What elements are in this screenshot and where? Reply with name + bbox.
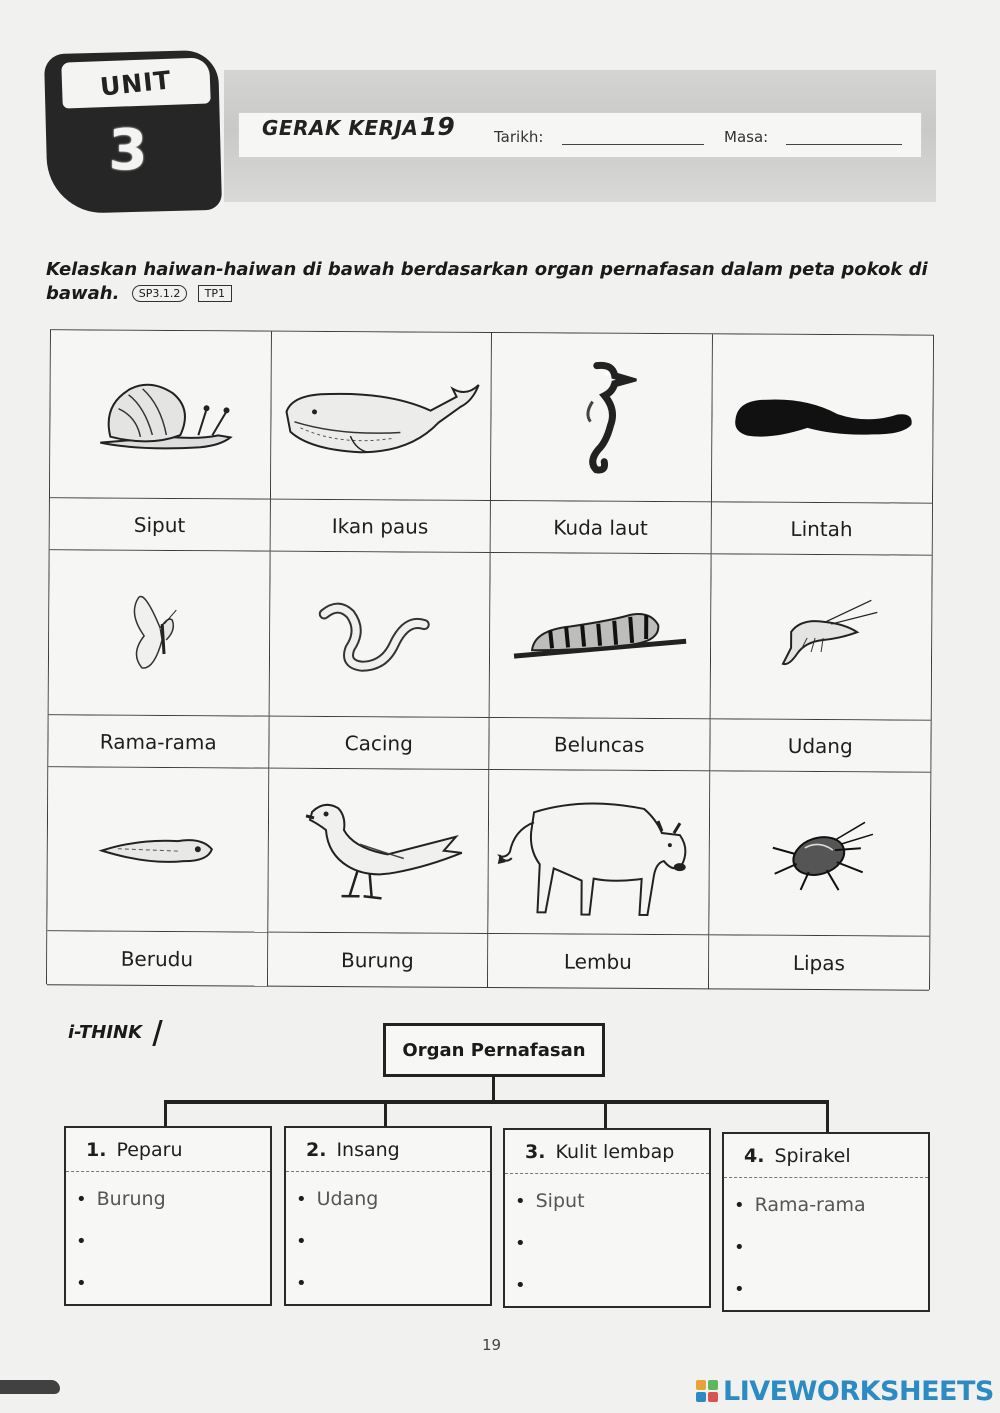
category-box-kulit-lembap [503,1128,711,1308]
animal-name: Siput [50,498,271,551]
category-header [286,1128,490,1172]
answer-slot[interactable]: • Rama-rama [734,1194,866,1216]
answer-slot[interactable]: • [76,1230,87,1252]
sp-tag: SP3.1.2 [132,285,188,302]
tree-connector [164,1100,167,1128]
time-label: Masa: [724,128,769,146]
ithink-divider [152,1020,162,1046]
answer-slot[interactable]: • [296,1272,307,1294]
unit-tab [61,57,211,108]
tree-root: Organ Pernafasan [383,1023,605,1077]
category-number: 4. [744,1144,765,1167]
ithink-label: i-THINK [68,1022,143,1043]
caterpillar-icon [510,600,690,671]
answer-slot[interactable]: • [515,1274,526,1296]
liveworksheets-icon [696,1380,718,1402]
animal-table [46,329,934,989]
animal-name: Cacing [269,717,490,770]
animal-name: Rama-rama [48,715,269,768]
answer-slot[interactable]: • Burung [76,1188,166,1210]
brand-name: LIVEWORKSHEETS [723,1375,994,1407]
cow-icon [493,782,704,923]
whale-icon [280,365,481,466]
answer-slot[interactable]: • [734,1236,745,1258]
category-header [724,1134,928,1178]
answer-slot[interactable]: • Udang [296,1188,379,1210]
tp-tag: TP1 [198,285,232,302]
animal-image-cell [488,770,709,935]
answer-text: Burung [96,1188,166,1210]
answer-text: Siput [535,1190,585,1212]
animal-image-cell [490,553,712,719]
activity-number: 19 [420,112,455,141]
animal-image-cell [491,333,713,502]
leech-icon [727,383,917,454]
animal-image-cell [709,771,930,936]
instruction [46,258,946,306]
answer-text: Rama-rama [754,1194,866,1216]
liveworksheets-logo[interactable] [696,1374,994,1408]
tree-connector [826,1100,829,1134]
category-title: Spirakel [774,1144,851,1167]
answer-slot[interactable]: • [76,1272,87,1294]
seahorse-icon [566,357,637,477]
animal-image-cell [47,767,268,932]
animal-name: Beluncas [489,718,710,771]
cockroach-icon [764,813,874,894]
animal-image-cell [710,554,932,720]
bird-icon [288,795,469,906]
animal-image-cell [269,552,491,718]
animal-image-cell [270,332,492,501]
category-number: 3. [525,1140,546,1163]
animal-name: Lintah [711,502,932,555]
tree-connector [164,1100,828,1104]
category-header [505,1130,709,1174]
animal-name: Lembu [488,934,709,989]
animal-name: Udang [710,719,931,772]
category-box-spirakel [722,1132,930,1312]
animal-name: Ikan paus [270,500,491,553]
unit-number: 3 [108,117,148,183]
instruction-text: Kelaskan haiwan-haiwan di bawah berdasarkan organ pernafasan dalam peta pokok di bawah. [46,259,928,304]
activity-label: GERAK KERJA [262,116,419,140]
category-box-insang [284,1126,492,1306]
category-title: Kulit lembap [555,1140,675,1163]
animal-image-cell [711,334,933,503]
date-label: Tarikh: [494,128,544,146]
animal-name: Lipas [708,935,929,990]
time-field[interactable] [786,144,902,145]
worm-icon [314,594,444,675]
animal-name: Burung [267,933,488,988]
date-field[interactable] [562,144,704,145]
category-number: 2. [306,1138,327,1161]
category-number: 1. [86,1138,107,1161]
scan-mark [0,1380,60,1394]
category-title: Peparu [116,1138,183,1161]
animal-name: Berudu [47,931,268,986]
animal-image-cell [268,769,489,934]
category-title: Insang [336,1138,400,1161]
snail-icon [80,364,241,465]
butterfly-icon [124,588,195,678]
animal-name: Kuda laut [491,501,712,554]
answer-slot[interactable]: • Siput [515,1190,585,1212]
animal-image-cell [49,550,271,716]
page-number: 19 [482,1336,502,1354]
unit-label: UNIT [98,64,174,102]
answer-slot[interactable]: • [296,1230,307,1252]
category-header [66,1128,270,1172]
answer-text: Udang [316,1188,379,1210]
animal-image-cell [50,330,272,499]
tree-connector [492,1077,495,1101]
answer-slot[interactable]: • [515,1232,526,1254]
answer-slot[interactable]: • [734,1278,745,1300]
tree-connector [604,1100,607,1130]
shrimp-icon [761,592,882,683]
category-box-peparu [64,1126,272,1306]
tadpole-icon [97,824,217,875]
